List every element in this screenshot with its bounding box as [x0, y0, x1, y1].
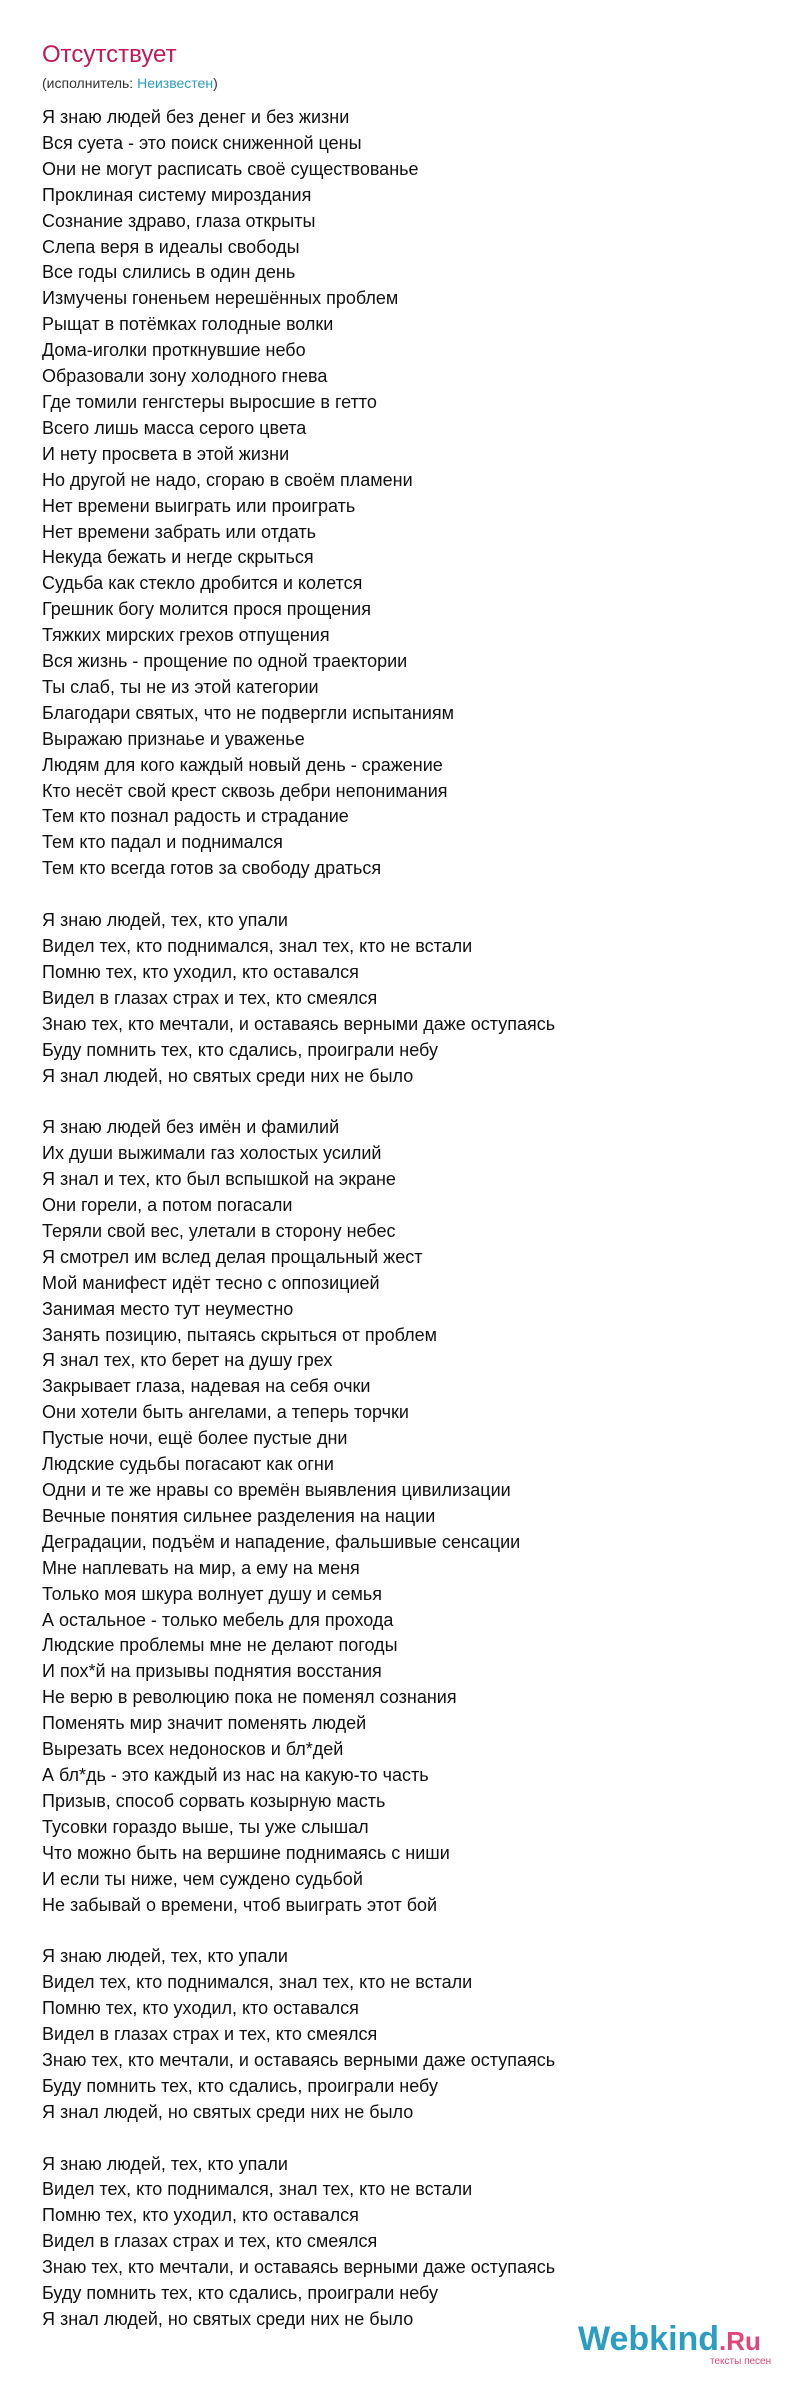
lyric-line: Теряли свой вес, улетали в сторону небес: [42, 1220, 396, 1241]
lyric-line: Я смотрел им вслед делая прощальный жест: [42, 1246, 423, 1267]
lyric-line: Я знал людей, но святых среди них не было: [42, 2101, 414, 2122]
lyric-line: Где томили генгстеры выросшие в гетто: [42, 391, 377, 412]
lyric-line: Они горели, а потом погасали: [42, 1195, 293, 1216]
lyric-line: Видел в глазах страх и тех, кто смеялся: [42, 2231, 378, 2252]
lyric-line: Они не могут расписать своё существованье: [42, 158, 419, 179]
lyric-line: Некуда бежать и негде скрыться: [42, 547, 314, 568]
lyric-line: И если ты ниже, чем суждено судьбой: [42, 1868, 363, 1889]
lyric-line: Деградации, подъём и нападение, фальшивые сенсации: [42, 1531, 521, 1552]
lyric-line: Дома-иголки проткнувшие небо: [42, 340, 306, 361]
lyric-line: Выражаю признаье и уваженье: [42, 728, 305, 749]
lyric-line: Я знаю людей, тех, кто упали: [42, 910, 288, 931]
lyric-line: Тем кто падал и поднимался: [42, 832, 283, 853]
lyric-line: Я знал и тех, кто был вспышкой на экране: [42, 1169, 396, 1190]
lyric-line: Помню тех, кто уходил, кто оставался: [42, 1998, 359, 2019]
lyric-line: Я знаю людей, тех, кто упали: [42, 2153, 288, 2174]
lyric-line: Благодари святых, что не подвергли испытаниям: [42, 702, 455, 723]
lyric-line: Слепа веря в идеалы свободы: [42, 236, 300, 257]
lyric-line: И пох*й на призывы поднятия восстания: [42, 1661, 382, 1682]
lyric-line: Людские судьбы погасают как огни: [42, 1454, 334, 1475]
lyric-line: Помню тех, кто уходил, кто оставался: [42, 961, 359, 982]
lyric-line: Тем кто познал радость и страдание: [42, 806, 349, 827]
lyric-line: Всего лишь масса серого цвета: [42, 417, 307, 438]
lyric-line: Буду помнить тех, кто сдались, проиграли небу: [42, 1039, 438, 1060]
lyric-line: Призыв, способ сорвать козырную масть: [42, 1790, 386, 1811]
lyric-line: Знаю тех, кто мечтали, и оставаясь верными даже оступаясь: [42, 1013, 556, 1034]
artist-label: (исполнитель:: [42, 75, 138, 91]
lyric-line: Закрывает глаза, надевая на себя очки: [42, 1376, 371, 1397]
logo-tld: .Ru: [719, 2326, 761, 2356]
lyric-line: Вся жизнь - прощение по одной траектории: [42, 651, 408, 672]
lyric-line: Видел в глазах страх и тех, кто смеялся: [42, 987, 378, 1008]
lyric-line: Занять позицию, пытаясь скрыться от проблем: [42, 1324, 437, 1345]
lyric-line: Тем кто всегда готов за свободу драться: [42, 858, 382, 879]
lyrics-stanza: [42, 1944, 770, 2125]
lyric-line: Тусовки гораздо выше, ты уже слышал: [42, 1816, 369, 1837]
lyric-line: Их души выжимали газ холостых усилий: [42, 1143, 382, 1164]
lyrics-stanza: [42, 2152, 770, 2333]
lyric-line: Что можно быть на вершине поднимаясь с ниши: [42, 1842, 450, 1863]
lyrics-stanza: [42, 908, 770, 1089]
lyric-line: Видел тех, кто поднимался, знал тех, кто не встали: [42, 935, 473, 956]
lyric-line: Я знаю людей без имён и фамилий: [42, 1117, 340, 1138]
logo-tagline: тексты песен: [710, 2356, 772, 2367]
artist-link[interactable]: Неизвестен: [137, 75, 214, 91]
lyrics-stanza: [42, 1115, 770, 1918]
lyric-line: Нет времени забрать или отдать: [42, 521, 317, 542]
lyric-line: Поменять мир значит поменять людей: [42, 1713, 367, 1734]
lyric-line: Но другой не надо, сгораю в своём пламени: [42, 469, 413, 490]
logo-name: Webkind: [578, 2320, 720, 2358]
webkind-logo[interactable]: [572, 2316, 772, 2368]
lyric-line: Я знал людей, но святых среди них не было: [42, 2308, 414, 2329]
lyric-line: Одни и те же нравы со времён выявления цивилизации: [42, 1480, 511, 1500]
lyric-line: Занимая место тут неуместно: [42, 1298, 294, 1319]
lyric-line: Видел в глазах страх и тех, кто смеялся: [42, 2024, 378, 2045]
lyric-line: Вся суета - это поиск сниженной цены: [42, 132, 362, 153]
lyric-line: И нету просвета в этой жизни: [42, 443, 290, 464]
lyric-line: Мой манифест идёт тесно с оппозицией: [42, 1272, 380, 1293]
lyric-line: А бл*дь - это каждый из нас на какую-то часть: [42, 1764, 429, 1785]
lyric-line: Видел тех, кто поднимался, знал тех, кто не встали: [42, 2179, 473, 2200]
lyric-line: Буду помнить тех, кто сдались, проиграли небу: [42, 2075, 438, 2096]
lyric-line: Не забывай о времени, чтоб выиграть этот бой: [42, 1894, 438, 1915]
lyric-line: Нет времени выиграть или проиграть: [42, 495, 356, 516]
lyric-line: Кто несёт свой крест сквозь дебри непонимания: [42, 780, 448, 801]
artist-line: [42, 74, 770, 92]
lyric-line: Все годы слились в один день: [42, 262, 296, 283]
lyric-line: Буду помнить тех, кто сдались, проиграли небу: [42, 2283, 438, 2304]
lyric-line: Я знаю людей без денег и без жизни: [42, 107, 350, 127]
lyric-line: Помню тех, кто уходил, кто оставался: [42, 2205, 359, 2226]
lyric-line: Грешник богу молится прося прощения: [42, 599, 371, 620]
lyric-line: Знаю тех, кто мечтали, и оставаясь верными даже оступаясь: [42, 2257, 556, 2278]
lyric-line: Измучены гоненьем нерешённых проблем: [42, 288, 399, 309]
artist-close: ): [213, 75, 218, 91]
lyric-line: Видел тех, кто поднимался, знал тех, кто не встали: [42, 1972, 473, 1993]
lyric-line: Ты слаб, ты не из этой категории: [42, 676, 319, 697]
lyric-line: Они хотели быть ангелами, а теперь торчки: [42, 1402, 409, 1423]
lyric-line: Вечные понятия сильнее разделения на нации: [42, 1505, 436, 1526]
lyric-line: Только моя шкура волнует душу и семья: [42, 1583, 383, 1604]
lyric-line: Судьба как стекло дробится и колется: [42, 573, 363, 594]
lyrics-stanza: [42, 105, 770, 882]
lyric-line: Не верю в революцию пока не поменял сознания: [42, 1687, 457, 1708]
lyric-line: Людские проблемы мне не делают погоды: [42, 1635, 398, 1656]
lyrics-body: [42, 105, 770, 2333]
lyric-line: Людям для кого каждый новый день - сражение: [42, 754, 443, 775]
lyric-line: Сознание здраво, глаза открыты: [42, 210, 316, 231]
lyric-line: Я знаю людей, тех, кто упали: [42, 1946, 288, 1967]
lyric-line: Я знал тех, кто берет на душу грех: [42, 1350, 333, 1371]
lyric-line: А остальное - только мебель для прохода: [42, 1609, 394, 1630]
lyric-line: Пустые ночи, ещё более пустые дни: [42, 1428, 348, 1449]
lyric-line: Тяжких мирских грехов отпущения: [42, 625, 330, 646]
lyric-line: Мне наплевать на мир, а ему на меня: [42, 1557, 360, 1578]
lyric-line: Я знал людей, но святых среди них не было: [42, 1065, 414, 1086]
lyric-line: Знаю тех, кто мечтали, и оставаясь верными даже оступаясь: [42, 2049, 556, 2070]
lyric-line: Проклиная систему мироздания: [42, 184, 312, 205]
lyric-line: Рыщат в потёмках голодные волки: [42, 314, 334, 335]
song-title: Отсутствует: [42, 41, 177, 68]
lyric-line: Вырезать всех недоносков и бл*дей: [42, 1739, 344, 1760]
page-content: [42, 0, 770, 2333]
lyric-line: Образовали зону холодного гнева: [42, 366, 328, 387]
